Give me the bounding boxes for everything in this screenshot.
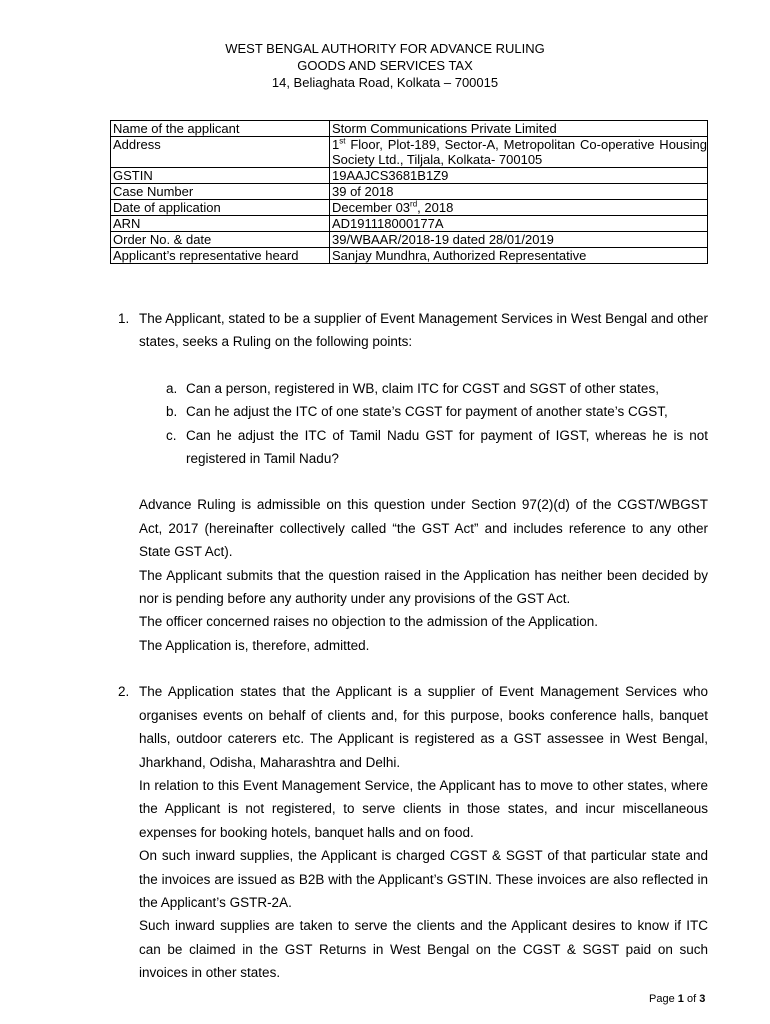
table-row (111, 248, 708, 264)
total-pages: 3 (699, 993, 706, 1005)
case-label: Case Number (111, 184, 330, 200)
address-label: Address (111, 137, 330, 168)
address-value-post: Floor, Plot-189, Sector-A, Metropolitan Co-operative Housing Society Ltd., Tiljala, Kolkata- 700105 (332, 137, 707, 167)
date-label: Date of application (111, 200, 330, 216)
address-value-sup: st (339, 136, 346, 146)
admissibility-text: Advance Ruling is admissible on this question under Section 97(2)(d) of the CGST/WBGST Act, 2017 (hereinafter collectively called “the GST Act” and includes reference to any other State GST Act). (139, 497, 708, 560)
table-row (111, 232, 708, 248)
case-value: 39 of 2018 (330, 184, 708, 200)
question-letter: a. (166, 380, 178, 396)
of-word: of (686, 993, 697, 1005)
table-row (111, 121, 708, 137)
name-value: Storm Communications Private Limited (330, 121, 708, 137)
current-page: 1 (677, 993, 684, 1005)
gstin-value: 19AAJCS3681B1Z9 (330, 168, 708, 184)
question-text: Can he adjust the ITC of one state’s CGST for payment of another state’s CGST, (186, 404, 668, 420)
table-row (111, 216, 708, 232)
date-value-sup: rd (410, 199, 418, 209)
tax-title: GOODS AND SERVICES TAX (297, 58, 473, 73)
document-body (110, 307, 708, 985)
question-a (139, 377, 708, 400)
question-letter: b. (166, 404, 178, 420)
document-header (0, 40, 770, 91)
paragraph-text: The Application states that the Applicant is a supplier of Event Management Services who organises events on behalf of clients and, for this purpose, books conference halls, banquet halls, outdoor caterers etc. The Applicant is registered as a GST assessee in West Bengal, Jharkhand, Odisha, Maharashtra and Delhi. (139, 684, 708, 770)
page-number (649, 993, 705, 1005)
page-word: Page (649, 993, 675, 1005)
arn-value: AD191118000177A (330, 216, 708, 232)
arn-label: ARN (111, 216, 330, 232)
table-row (111, 168, 708, 184)
question-b (139, 400, 708, 423)
question-c (139, 424, 708, 471)
table-row (111, 200, 708, 216)
authority-title: WEST BENGAL AUTHORITY FOR ADVANCE RULING (225, 41, 545, 56)
address-value-pre: 1 (332, 137, 340, 152)
order-value: 39/WBAAR/2018-19 dated 28/01/2019 (330, 232, 708, 248)
question-text: Can a person, registered in WB, claim ITC for CGST and SGST of other states, (186, 380, 659, 396)
paragraph-1 (110, 307, 708, 657)
table-row (111, 137, 708, 168)
admitted-text: The Application is, therefore, admitted. (139, 637, 370, 653)
date-value-post: , 2018 (417, 200, 454, 215)
order-label: Order No. & date (111, 232, 330, 248)
authority-address: 14, Beliaghata Road, Kolkata – 700015 (271, 75, 499, 90)
representative-label: Applicant’s representative heard (111, 248, 330, 264)
question-letter: c. (166, 427, 177, 443)
paragraph-number: 1. (118, 311, 130, 326)
address-value (330, 137, 708, 168)
date-value-pre: December 03 (332, 200, 411, 215)
paragraph-text: On such inward supplies, the Applicant is charged CGST & SGST of that particular state and the invoices are issued as B2B with the Applicant’s GSTIN. These invoices are also reflected in the Applicant’s GSTR-2A. (139, 848, 708, 910)
name-label: Name of the applicant (111, 121, 330, 137)
paragraph-2 (110, 680, 708, 984)
gstin-label: GSTIN (111, 168, 330, 184)
paragraph-text: Such inward supplies are taken to serve the clients and the Applicant desires to know if ITC can be claimed in the GST Returns in West Bengal on the CGST & SGST paid on such invoices in other states. (139, 918, 708, 981)
paragraph-text: In relation to this Event Management Service, the Applicant has to move to other states, where the Applicant is not registered, to serve clients in those states, and incur miscellaneous expenses for booking hotels, banquet halls and on food. (139, 777, 708, 840)
table-row (111, 184, 708, 200)
submission-text: The Applicant submits that the question raised in the Application has neither been decided by nor is pending before any authority under any provisions of the GST Act. (139, 567, 708, 607)
paragraph-number: 2. (118, 684, 130, 700)
representative-value: Sanjay Mundhra, Authorized Representative (330, 248, 708, 264)
question-text: Can he adjust the ITC of Tamil Nadu GST for payment of IGST, whereas he is not registered in Tamil Nadu? (186, 427, 708, 467)
applicant-info-table (110, 120, 708, 264)
paragraph-intro: The Applicant, stated to be a supplier of Event Management Services in West Bengal and other states, seeks a Ruling on the following points: (139, 311, 708, 350)
date-value (330, 200, 708, 216)
objection-text: The officer concerned raises no objection to the admission of the Application. (139, 614, 599, 630)
